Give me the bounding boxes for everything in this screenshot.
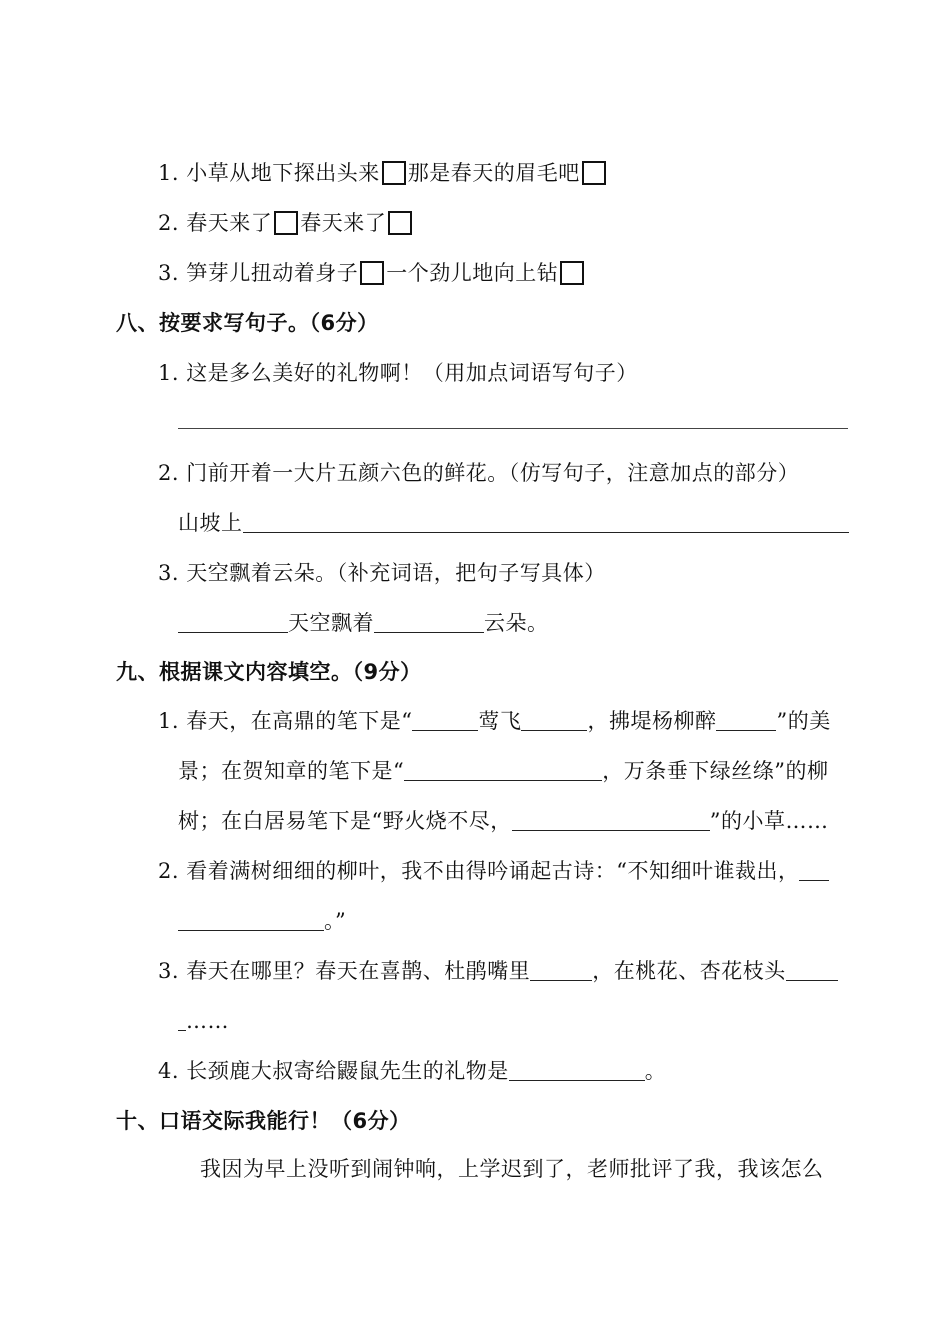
answer-blank[interactable] — [512, 808, 710, 831]
section-heading-10: 十、口语交际我能行！（6分） — [116, 1109, 411, 1133]
q7-item-3: 3. 笋芽儿扭动着身子 一个劲儿地向上钻 — [158, 258, 586, 288]
answer-blank[interactable] — [412, 708, 478, 731]
q9-item-2-line-2: 。” — [178, 906, 346, 936]
answer-blank[interactable] — [716, 708, 776, 731]
q9-item-3: 3. 春天在哪里？春天在喜鹊、杜鹃嘴里 ，在桃花、杏花枝头 — [158, 956, 838, 986]
q8-item-1: 1. 这是多么美好的礼物啊！（用加点词语写句子） — [158, 361, 638, 385]
answer-blank[interactable] — [374, 610, 484, 633]
section-heading-8: 八、按要求写句子。（6分） — [116, 311, 379, 335]
q10-paragraph: 我因为早上没听到闹钟响，上学迟到了，老师批评了我，我该怎么 — [200, 1157, 824, 1181]
answer-blank[interactable] — [509, 1058, 645, 1081]
answer-blank[interactable] — [178, 1008, 186, 1031]
answer-blank[interactable] — [178, 908, 324, 931]
answer-blank[interactable] — [178, 610, 288, 633]
punctuation-box[interactable] — [388, 211, 412, 235]
q9-item-4: 4. 长颈鹿大叔寄给鼹鼠先生的礼物是 。 — [158, 1059, 667, 1083]
q9-item-1: 1. 春天，在高鼎的笔下是“ 莺飞 ，拂堤杨柳醉 ”的美 — [158, 709, 831, 733]
q8-item-2-answer: 山坡上 — [178, 508, 849, 538]
punctuation-box[interactable] — [582, 161, 606, 185]
q8-item-2: 2. 门前开着一大片五颜六色的鲜花。（仿写句子，注意加点的部分） — [158, 461, 800, 485]
answer-blank[interactable] — [799, 858, 829, 881]
answer-blank[interactable] — [521, 708, 587, 731]
answer-blank[interactable] — [530, 958, 592, 981]
q9-item-1-line-2: 景；在贺知章的笔下是“ ，万条垂下绿丝绦”的柳 — [178, 759, 829, 783]
answer-blank[interactable] — [404, 758, 602, 781]
q7-item-1: 1. 小草从地下探出头来 那是春天的眉毛吧 — [158, 158, 608, 188]
q8-item-3-answer: 天空飘着 云朵。 — [178, 608, 549, 638]
punctuation-box[interactable] — [274, 211, 298, 235]
punctuation-box[interactable] — [360, 261, 384, 285]
q9-item-1-line-3: 树；在白居易笔下是“野火烧不尽， ”的小草…… — [178, 809, 829, 833]
q8-item-3: 3. 天空飘着云朵。（补充词语，把句子写具体） — [158, 561, 606, 585]
answer-blank[interactable] — [786, 958, 838, 981]
punctuation-box[interactable] — [560, 261, 584, 285]
answer-blank[interactable] — [243, 510, 849, 533]
answer-line[interactable] — [178, 428, 848, 429]
punctuation-box[interactable] — [382, 161, 406, 185]
q9-item-3-line-2: …… — [178, 1006, 229, 1036]
q9-item-2: 2. 看着满树细细的柳叶，我不由得吟诵起古诗：“不知细叶谁裁出， — [158, 856, 829, 886]
section-heading-9: 九、根据课文内容填空。（9分） — [116, 660, 422, 684]
q7-item-2: 2. 春天来了 春天来了 — [158, 208, 414, 238]
